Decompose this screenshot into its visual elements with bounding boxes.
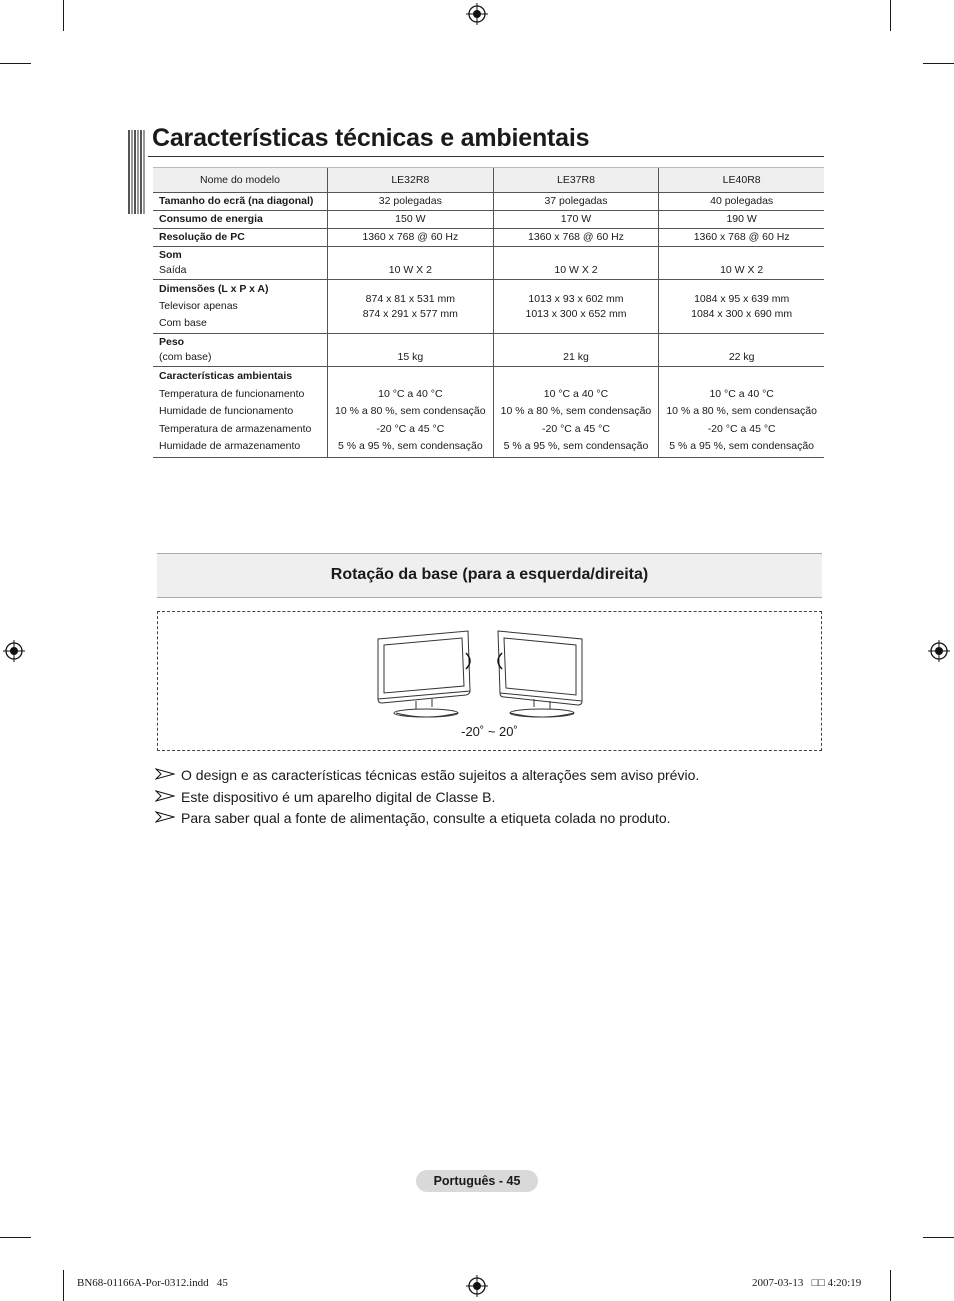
table-cell: -20 °C a 45 °C bbox=[542, 422, 610, 435]
tv-rotation-illustration bbox=[376, 629, 606, 729]
crop-mark bbox=[923, 1237, 954, 1238]
note-text: O design e as características técnicas estão sujeitos a alterações sem aviso prévio. bbox=[181, 767, 700, 783]
crop-mark bbox=[63, 0, 64, 31]
print-slug-file: BN68-01166A-Por-0312.indd 45 bbox=[77, 1277, 228, 1289]
note-arrow-icon bbox=[155, 811, 175, 823]
table-cell: 5 % a 95 %, sem condensação bbox=[503, 440, 649, 452]
note-arrow-icon bbox=[155, 768, 175, 780]
table-cell: 40 polegadas bbox=[659, 193, 824, 211]
row-label: Dimensões (L x P x A) bbox=[159, 283, 269, 295]
crop-mark bbox=[923, 63, 954, 64]
crop-mark bbox=[0, 1237, 31, 1238]
row-label: Tamanho do ecrã (na diagonal) bbox=[159, 195, 314, 207]
table-cell: 37 polegadas bbox=[493, 193, 659, 211]
table-cell: 10 % a 80 %, sem condensação bbox=[666, 405, 817, 417]
row-label: Características ambientais bbox=[159, 370, 293, 382]
row-label: Som bbox=[159, 249, 182, 261]
row-sublabel: (com base) bbox=[159, 351, 212, 363]
row-label: Resolução de PC bbox=[159, 231, 245, 243]
section-title: Rotação da base (para a esquerda/direita) bbox=[330, 566, 649, 583]
rotation-section-header bbox=[157, 553, 822, 598]
header-model-name: Nome do modelo bbox=[153, 168, 328, 193]
table-cell: 1084 x 95 x 639 mm bbox=[694, 292, 790, 305]
table-cell: 1360 x 768 @ 60 Hz bbox=[659, 229, 824, 247]
registration-mark-icon bbox=[466, 3, 488, 25]
table-row bbox=[153, 334, 824, 367]
notes-list bbox=[155, 765, 699, 830]
table-cell: 1013 x 300 x 652 mm bbox=[525, 307, 627, 320]
row-sublabel: Temperatura de funcionamento bbox=[159, 387, 305, 400]
row-sublabel: Temperatura de armazenamento bbox=[159, 422, 312, 435]
table-row bbox=[153, 229, 824, 247]
table-cell: 874 x 81 x 531 mm bbox=[365, 292, 455, 305]
row-sublabel: Com base bbox=[159, 317, 207, 329]
header-model-le37r8: LE37R8 bbox=[493, 168, 659, 193]
list-item bbox=[155, 808, 699, 830]
note-text: Para saber qual a fonte de alimentação, consulte a etiqueta colada no produto. bbox=[181, 810, 671, 826]
table-cell: 10 % a 80 %, sem condensação bbox=[335, 405, 486, 417]
table-cell: -20 °C a 45 °C bbox=[707, 422, 776, 435]
table-cell: 10 W X 2 bbox=[493, 247, 659, 280]
table-cell: 1360 x 768 @ 60 Hz bbox=[493, 229, 659, 247]
row-sublabel: Televisor apenas bbox=[159, 300, 238, 312]
rotation-figure-box bbox=[157, 611, 822, 751]
table-row bbox=[153, 211, 824, 229]
table-cell: 10 % a 80 %, sem condensação bbox=[500, 405, 652, 417]
table-row bbox=[153, 280, 824, 334]
page-title: Características técnicas e ambientais bbox=[152, 124, 590, 152]
crop-mark bbox=[0, 63, 31, 64]
list-item bbox=[155, 765, 699, 787]
table-cell: 170 W bbox=[493, 211, 659, 229]
list-item bbox=[155, 787, 699, 809]
table-cell: 150 W bbox=[328, 211, 494, 229]
table-cell: 5 % a 95 %, sem condensação bbox=[337, 440, 483, 452]
row-sublabel: Humidade de funcionamento bbox=[159, 405, 294, 417]
table-cell: -20 °C a 45 °C bbox=[376, 422, 445, 435]
table-cell: 1360 x 768 @ 60 Hz bbox=[328, 229, 494, 247]
table-row bbox=[153, 247, 824, 280]
table-cell: 10 W X 2 bbox=[659, 247, 824, 280]
table-cell: 1013 x 93 x 602 mm bbox=[528, 292, 624, 305]
print-slug-date: 2007-03-13 □□ 4:20:19 bbox=[752, 1277, 862, 1289]
registration-mark-icon bbox=[928, 640, 950, 662]
header-model-le40r8: LE40R8 bbox=[659, 168, 824, 193]
crop-mark bbox=[890, 0, 891, 31]
table-cell: 5 % a 95 %, sem condensação bbox=[669, 440, 815, 452]
row-label: Peso bbox=[159, 336, 185, 348]
table-cell: 874 x 291 x 577 mm bbox=[362, 307, 458, 320]
table-cell: 10 W X 2 bbox=[328, 247, 494, 280]
rotation-angle-label: -20˚ ~ 20˚ bbox=[461, 724, 518, 739]
note-text: Este dispositivo é um aparelho digital de Classe B. bbox=[181, 788, 496, 805]
spec-table-header-row bbox=[153, 168, 824, 193]
table-cell: 190 W bbox=[659, 211, 824, 229]
title-rule bbox=[148, 156, 824, 157]
table-row bbox=[153, 193, 824, 211]
registration-mark-icon bbox=[3, 640, 25, 662]
table-cell: 15 kg bbox=[328, 334, 494, 367]
table-cell: 21 kg bbox=[493, 334, 659, 367]
title-decoration-bar bbox=[128, 130, 146, 214]
row-sublabel: Humidade de armazenamento bbox=[159, 440, 301, 452]
row-label: Consumo de energia bbox=[159, 213, 263, 225]
table-cell: 10 °C a 40 °C bbox=[543, 387, 609, 400]
table-row bbox=[153, 367, 824, 458]
row-sublabel: Saída bbox=[159, 264, 187, 276]
crop-mark bbox=[63, 1270, 64, 1301]
page-number-badge: Português - 45 bbox=[416, 1170, 538, 1192]
note-arrow-icon bbox=[155, 790, 175, 802]
table-cell: 10 °C a 40 °C bbox=[709, 387, 774, 400]
header-model-le32r8: LE32R8 bbox=[328, 168, 494, 193]
table-cell: 32 polegadas bbox=[328, 193, 494, 211]
spec-table bbox=[153, 167, 824, 458]
table-cell: 10 °C a 40 °C bbox=[378, 387, 443, 400]
crop-mark bbox=[890, 1270, 891, 1301]
registration-mark-icon bbox=[466, 1275, 488, 1297]
table-cell: 22 kg bbox=[659, 334, 824, 367]
table-cell: 1084 x 300 x 690 mm bbox=[691, 307, 793, 320]
